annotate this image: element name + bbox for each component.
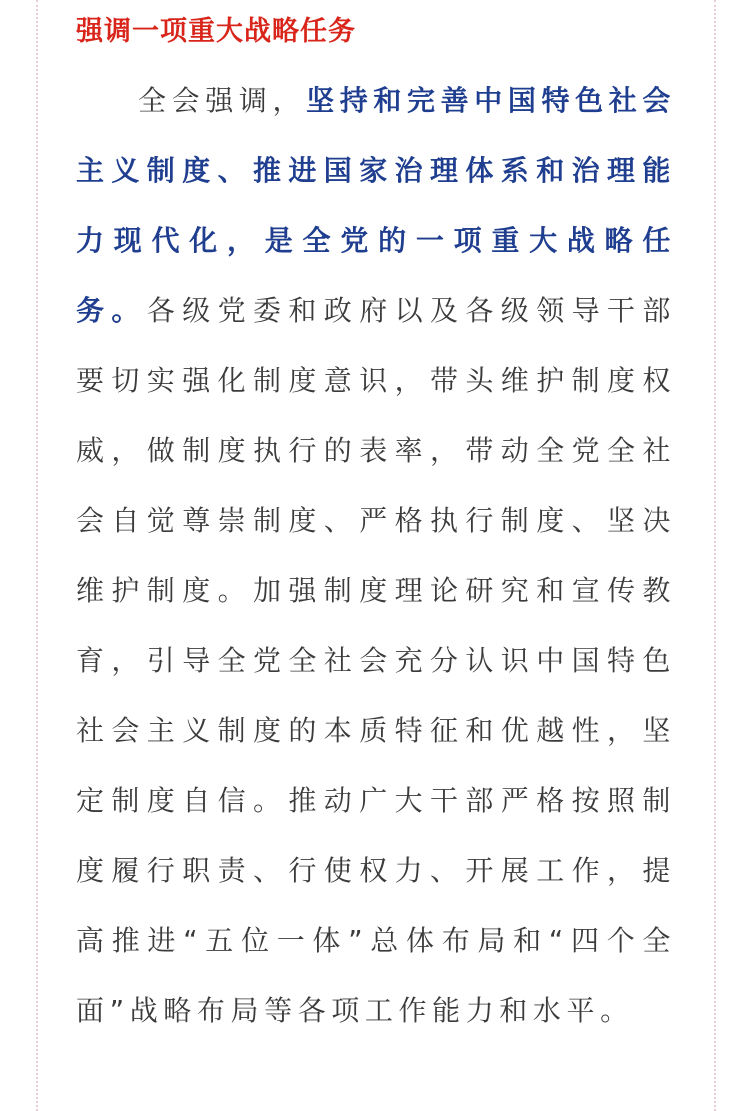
section-heading: 强调一项重大战略任务 bbox=[76, 16, 356, 47]
paragraph-lead: 全会强调， bbox=[138, 84, 307, 117]
right-decorative-border bbox=[714, 0, 716, 1111]
paragraph-body: 各级党委和政府以及各级领导干部要切实强化制度意识，带头维护制度权威，做制度执行的表率，带动全党全社会自觉尊崇制度、严格执行制度、坚决维护制度。加强制度理论研究和宣传教育，引导全党全社会充分认识中国特色社会主义制度的本质特征和优越性，坚定制度自信。推动广大干部严格按照制度履行职责、行使权力、开展工作，提高推进“五位一体”总体布局和“四个全面”战略布局等各项工作能力和水平。 bbox=[76, 294, 676, 1027]
highlighted-statement: 坚持和完善中国特色社会主义制度、推进国家治理体系和治理能力现代化，是全党的一项重大战略任务。 bbox=[76, 84, 676, 327]
left-decorative-border bbox=[36, 0, 38, 1111]
article-paragraph bbox=[76, 66, 676, 1046]
